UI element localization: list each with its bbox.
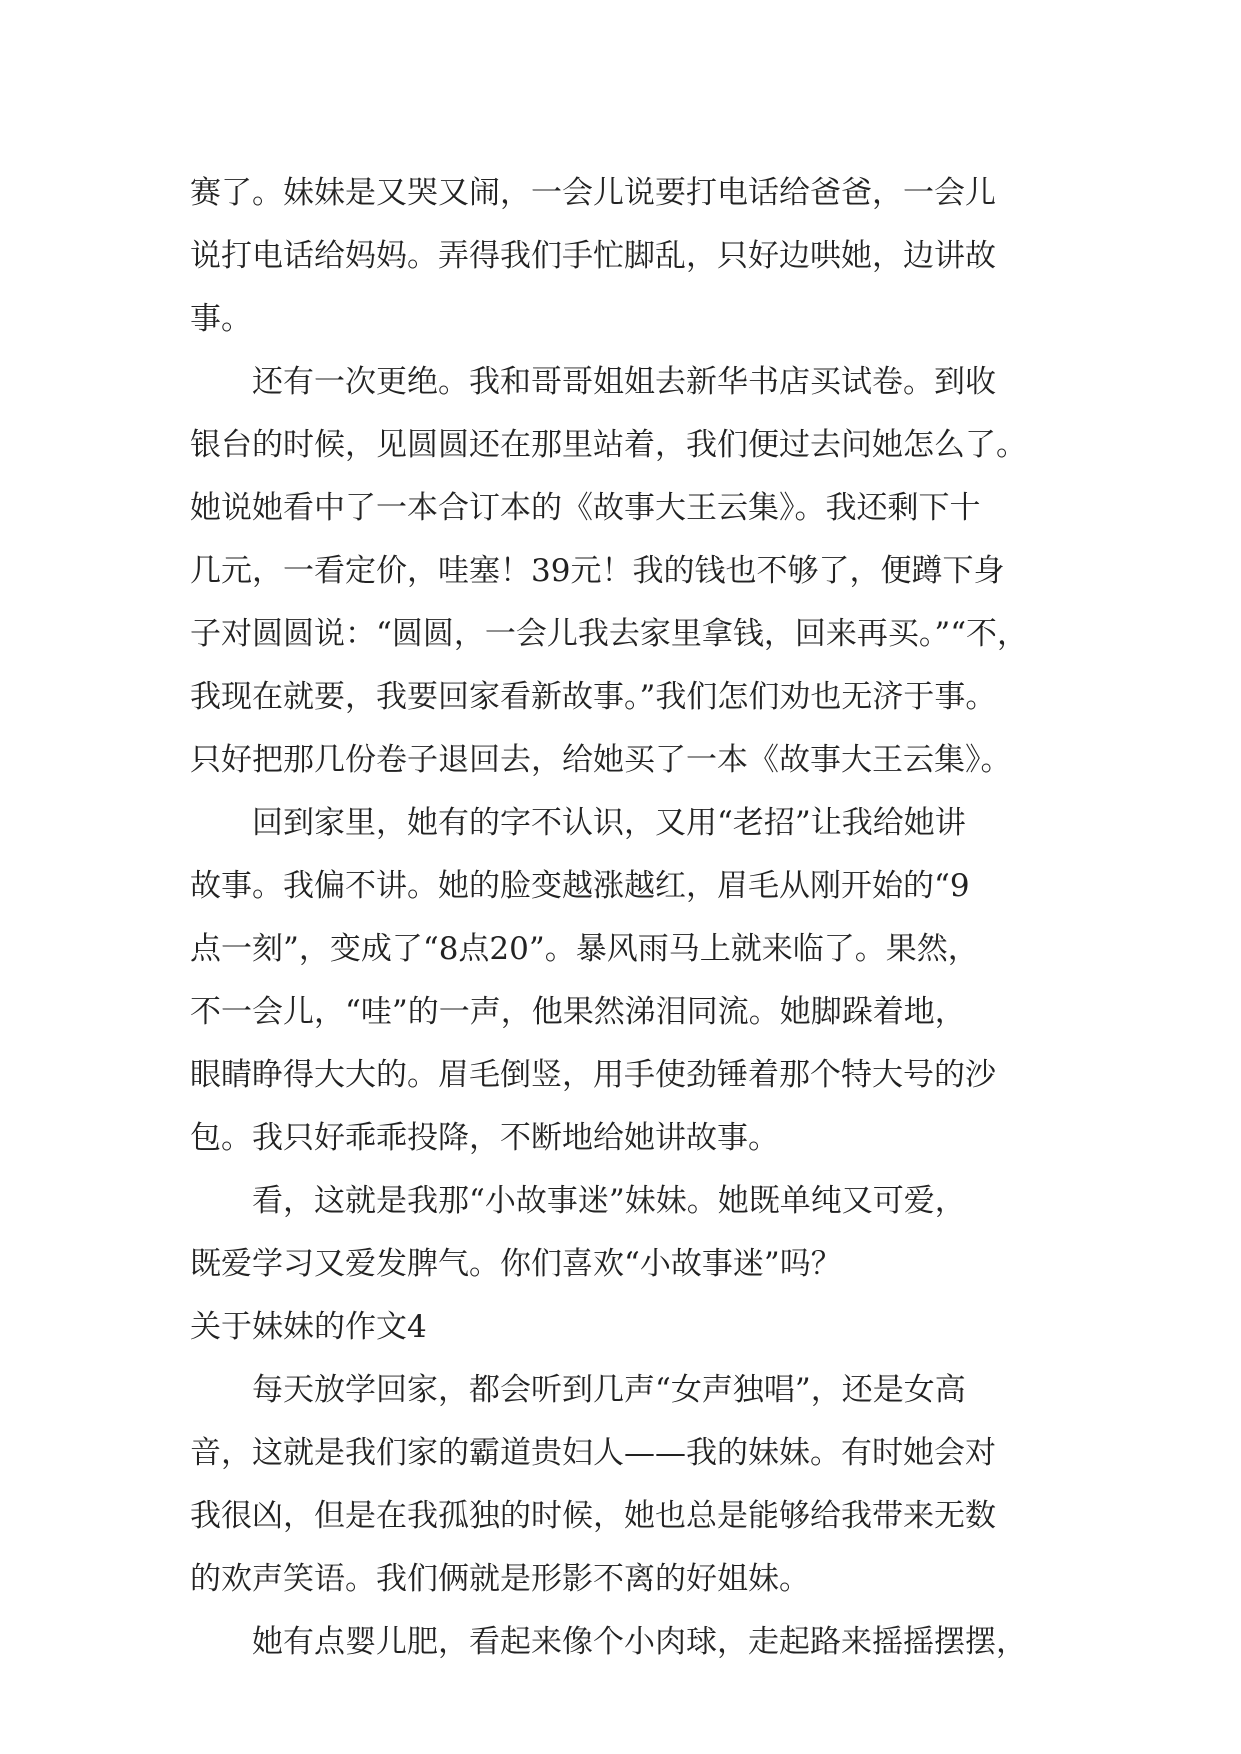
text-line: 音，这就是我们家的霸道贵妇人——我的妹妹。有时她会对 bbox=[190, 1435, 996, 1471]
text-line: 赛了。妹妹是又哭又闹，一会儿说要打电话给爸爸，一会儿 bbox=[190, 175, 996, 211]
text-line: 眼睛睁得大大的。眉毛倒竖，用手使劲锤着那个特大号的沙 bbox=[190, 1057, 996, 1093]
section-heading: 关于妹妹的作文4 bbox=[190, 1309, 427, 1345]
text-line: 还有一次更绝。我和哥哥姐姐去新华书店买试卷。到收 bbox=[190, 364, 996, 400]
text-line: 我现在就要，我要回家看新故事。”我们怎们劝也无济于事。 bbox=[190, 679, 997, 715]
text-line: 不一会儿，“哇”的一声，他果然涕泪同流。她脚跺着地， bbox=[190, 994, 966, 1030]
text-line: 事。 bbox=[190, 301, 252, 337]
text-line: 说打电话给妈妈。弄得我们手忙脚乱，只好边哄她，边讲故 bbox=[190, 238, 996, 274]
text-line: 看，这就是我那“小故事迷”妹妹。她既单纯又可爱， bbox=[190, 1183, 966, 1219]
text-line: 她说她看中了一本合订本的《故事大王云集》。我还剩下十 bbox=[190, 490, 981, 526]
text-line: 的欢声笑语。我们俩就是形影不离的好姐妹。 bbox=[190, 1561, 810, 1597]
text-line: 故事。我偏不讲。她的脸变越涨越红，眉毛从刚开始的“9 bbox=[190, 868, 970, 904]
text-line: 回到家里，她有的字不认识，又用“老招”让我给她讲 bbox=[190, 805, 966, 841]
text-line: 点一刻”，变成了“8点20”。暴风雨马上就来临了。果然， bbox=[190, 931, 979, 967]
text-line: 她有点婴儿肥，看起来像个小肉球，走起路来摇摇摆摆， bbox=[190, 1624, 1027, 1660]
text-line: 我很凶，但是在我孤独的时候，她也总是能够给我带来无数 bbox=[190, 1498, 996, 1534]
essay-text-block bbox=[190, 162, 1070, 1674]
text-line: 包。我只好乖乖投降，不断地给她讲故事。 bbox=[190, 1120, 779, 1156]
text-line: 既爱学习又爱发脾气。你们喜欢“小故事迷”吗？ bbox=[190, 1246, 842, 1282]
text-line: 每天放学回家，都会听到几声“女声独唱”，还是女高 bbox=[190, 1372, 966, 1408]
text-line: 银台的时候，见圆圆还在那里站着，我们便过去问她怎么了。 bbox=[190, 427, 1027, 463]
text-line: 几元，一看定价，哇塞！39元！我的钱也不够了，便蹲下身 bbox=[190, 553, 1005, 589]
text-line: 只好把那几份卷子退回去，给她买了一本《故事大王云集》。 bbox=[190, 742, 1012, 778]
text-line: 子对圆圆说：“圆圆，一会儿我去家里拿钱，回来再买。”“不， bbox=[190, 616, 1029, 652]
